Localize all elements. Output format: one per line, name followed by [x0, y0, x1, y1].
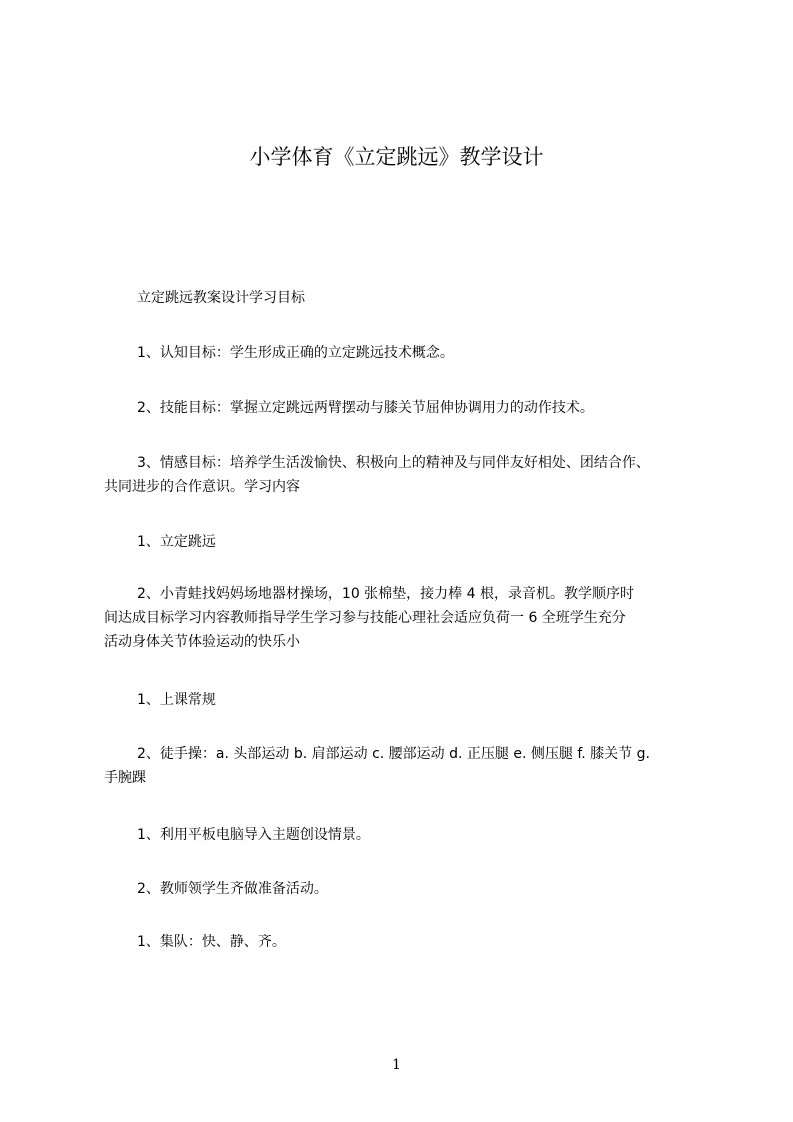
paragraph-tablet-intro — [104, 823, 704, 847]
paragraph-cognitive-goal — [104, 341, 704, 365]
paragraph-line: 1、集队：快、静、齐。 — [137, 934, 286, 950]
paragraph-line: 1、认知目标：学生形成正确的立定跳远技术概念。 — [137, 345, 454, 361]
paragraph-line: 1、上课常规 — [137, 692, 216, 708]
paragraph-standing-jump — [104, 530, 704, 554]
paragraph-line: 活动身体关节体验运动的快乐小 — [104, 634, 300, 650]
page-number: 1 — [392, 1057, 401, 1073]
paragraph-skill-goal — [104, 396, 704, 420]
paragraph-class-routine — [104, 688, 704, 712]
paragraph-line: 立定跳远教案设计学习目标 — [137, 290, 305, 306]
paragraph-materials — [104, 582, 704, 654]
paragraph-line: 2、徒手操：a. 头部运动 b. 肩部运动 c. 腰部运动 d. 正压腿 e. 侧压腿 f. 膝关节 g. — [137, 746, 650, 762]
paragraph-warmup — [104, 877, 704, 901]
paragraph-line: 2、小青蛙找妈妈场地器材操场，10 张棉垫，接力棒 4 根，录音机。教学顺序时 — [137, 586, 634, 602]
paragraph-assembly — [104, 930, 704, 954]
paragraph-emotion-goal — [104, 451, 704, 499]
paragraph-freehand-exercise — [104, 742, 704, 790]
paragraph-line: 1、利用平板电脑导入主题创设情景。 — [137, 827, 370, 843]
paragraph-line: 2、技能目标：掌握立定跳远两臂摆动与膝关节屈伸协调用力的动作技术。 — [137, 400, 594, 416]
paragraph-line: 3、情感目标：培养学生活泼愉快、积极向上的精神及与同伴友好相处、团结合作、 — [137, 455, 650, 471]
document-title: 小学体育《立定跳远》教学设计 — [249, 145, 544, 169]
paragraph-line: 共同进步的合作意识。学习内容 — [104, 479, 300, 495]
paragraph-line: 1、立定跳远 — [137, 534, 216, 550]
paragraph-goals-heading — [104, 286, 704, 310]
paragraph-line: 手腕踝 — [104, 770, 146, 786]
paragraph-line: 间达成目标学习内容教师指导学生学习参与技能心理社会适应负荷一 6 全班学生充分 — [104, 610, 626, 626]
paragraph-line: 2、教师领学生齐做准备活动。 — [137, 881, 328, 897]
